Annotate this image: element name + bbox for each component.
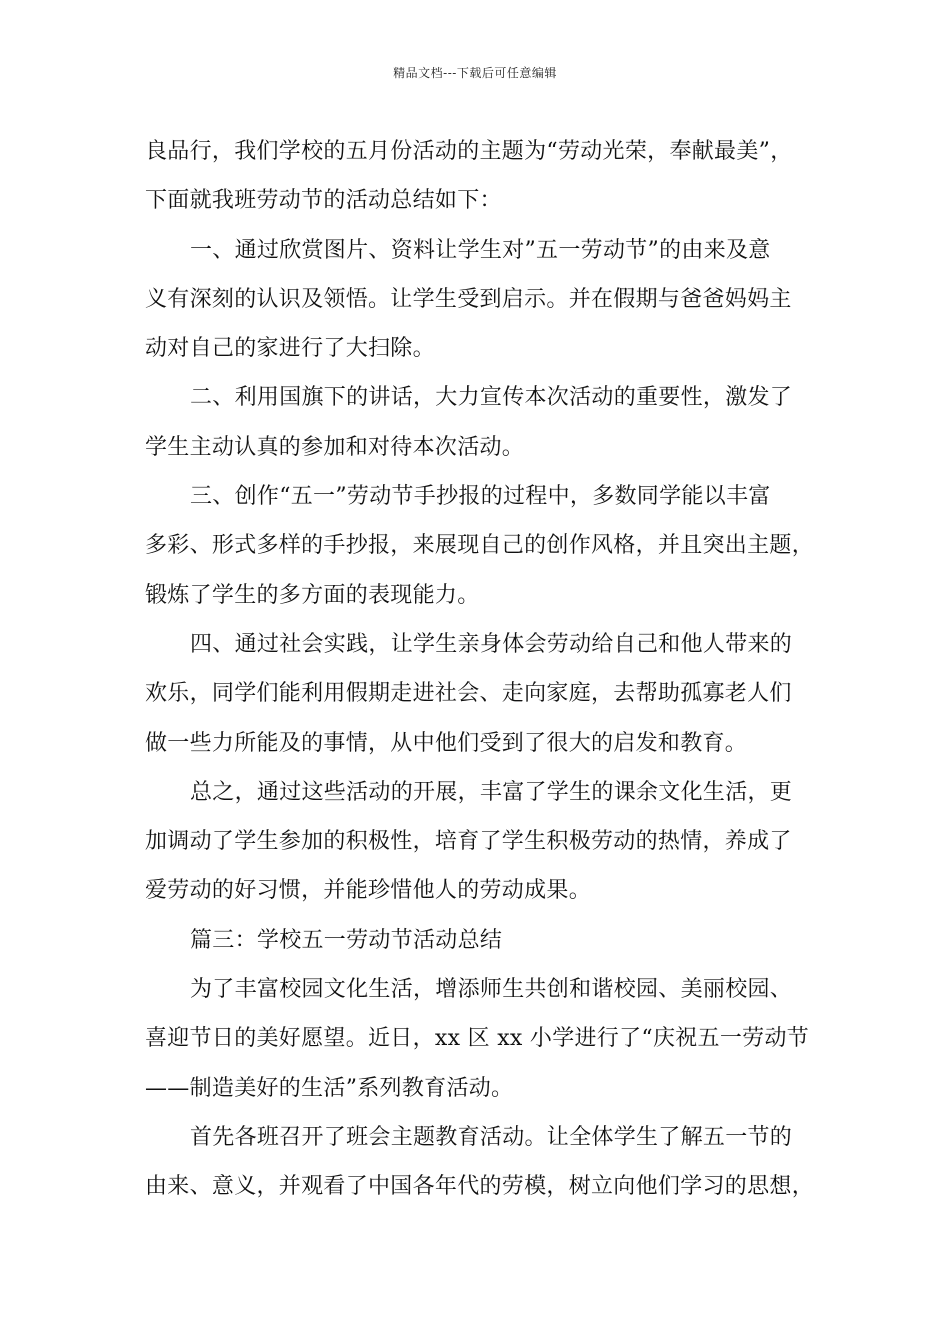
text-line: 爱劳动的好习惯，并能珍惜他人的劳动成果。 [145, 878, 592, 904]
text-line: 为了丰富校园文化生活，增添师生共创和谐校园、美丽校园、 [190, 977, 793, 1003]
text-line: 喜迎节日的美好愿望。近日，xx 区 xx 小学进行了“庆祝五一劳动节 [145, 1026, 810, 1052]
text-line: 欢乐，同学们能利用假期走进社会、走向家庭，去帮助孤寡老人们 [145, 681, 792, 707]
text-line: 良品行，我们学校的五月份活动的主题为“劳动光荣，奉献最美”， [145, 139, 793, 164]
text-line: 三、创作“五一”劳动节手抄报的过程中，多数同学能以丰富 [190, 484, 771, 510]
document-body [145, 127, 830, 1212]
text-line: 多彩、形式多样的手抄报，来展现自己的创作风格，并且突出主题， [145, 533, 815, 559]
text-line: 总之，通过这些活动的开展，丰富了学生的课余文化生活，更 [190, 779, 793, 805]
text-line: 加调动了学生参加的积极性，培育了学生积极劳动的热情，养成了 [145, 829, 792, 855]
text-line: 学生主动认真的参加和对待本次活动。 [145, 434, 525, 460]
text-line: 下面就我班劳动节的活动总结如下： [145, 188, 502, 214]
text-line: 首先各班召开了班会主题教育活动。让全体学生了解五一节的 [190, 1124, 793, 1150]
page-header: 精品文档---下载后可任意编辑 [393, 66, 557, 80]
text-line: 二、利用国旗下的讲话，大力宣传本次活动的重要性，激发了 [190, 385, 793, 411]
text-line: 锻炼了学生的多方面的表现能力。 [145, 582, 480, 608]
text-line: 动对自己的家进行了大扫除。 [145, 336, 435, 362]
text-line: 篇三：学校五一劳动节活动总结 [190, 927, 503, 953]
text-line: 做一些力所能及的事情，从中他们受到了很大的启发和教育。 [145, 730, 748, 756]
text-line: 一、通过欣赏图片、资料让学生对”五一劳动节”的由来及意 [190, 237, 771, 263]
text-line: ——制造美好的生活”系列教育活动。 [145, 1075, 514, 1101]
text-line: 义有深刻的认识及领悟。让学生受到启示。并在假期与爸爸妈妈主 [145, 286, 792, 312]
text-line: 四、通过社会实践，让学生亲身体会劳动给自己和他人带来的 [190, 631, 793, 657]
text-line: 由来、意义，并观看了中国各年代的劳模，树立向他们学习的思想， [145, 1174, 815, 1200]
